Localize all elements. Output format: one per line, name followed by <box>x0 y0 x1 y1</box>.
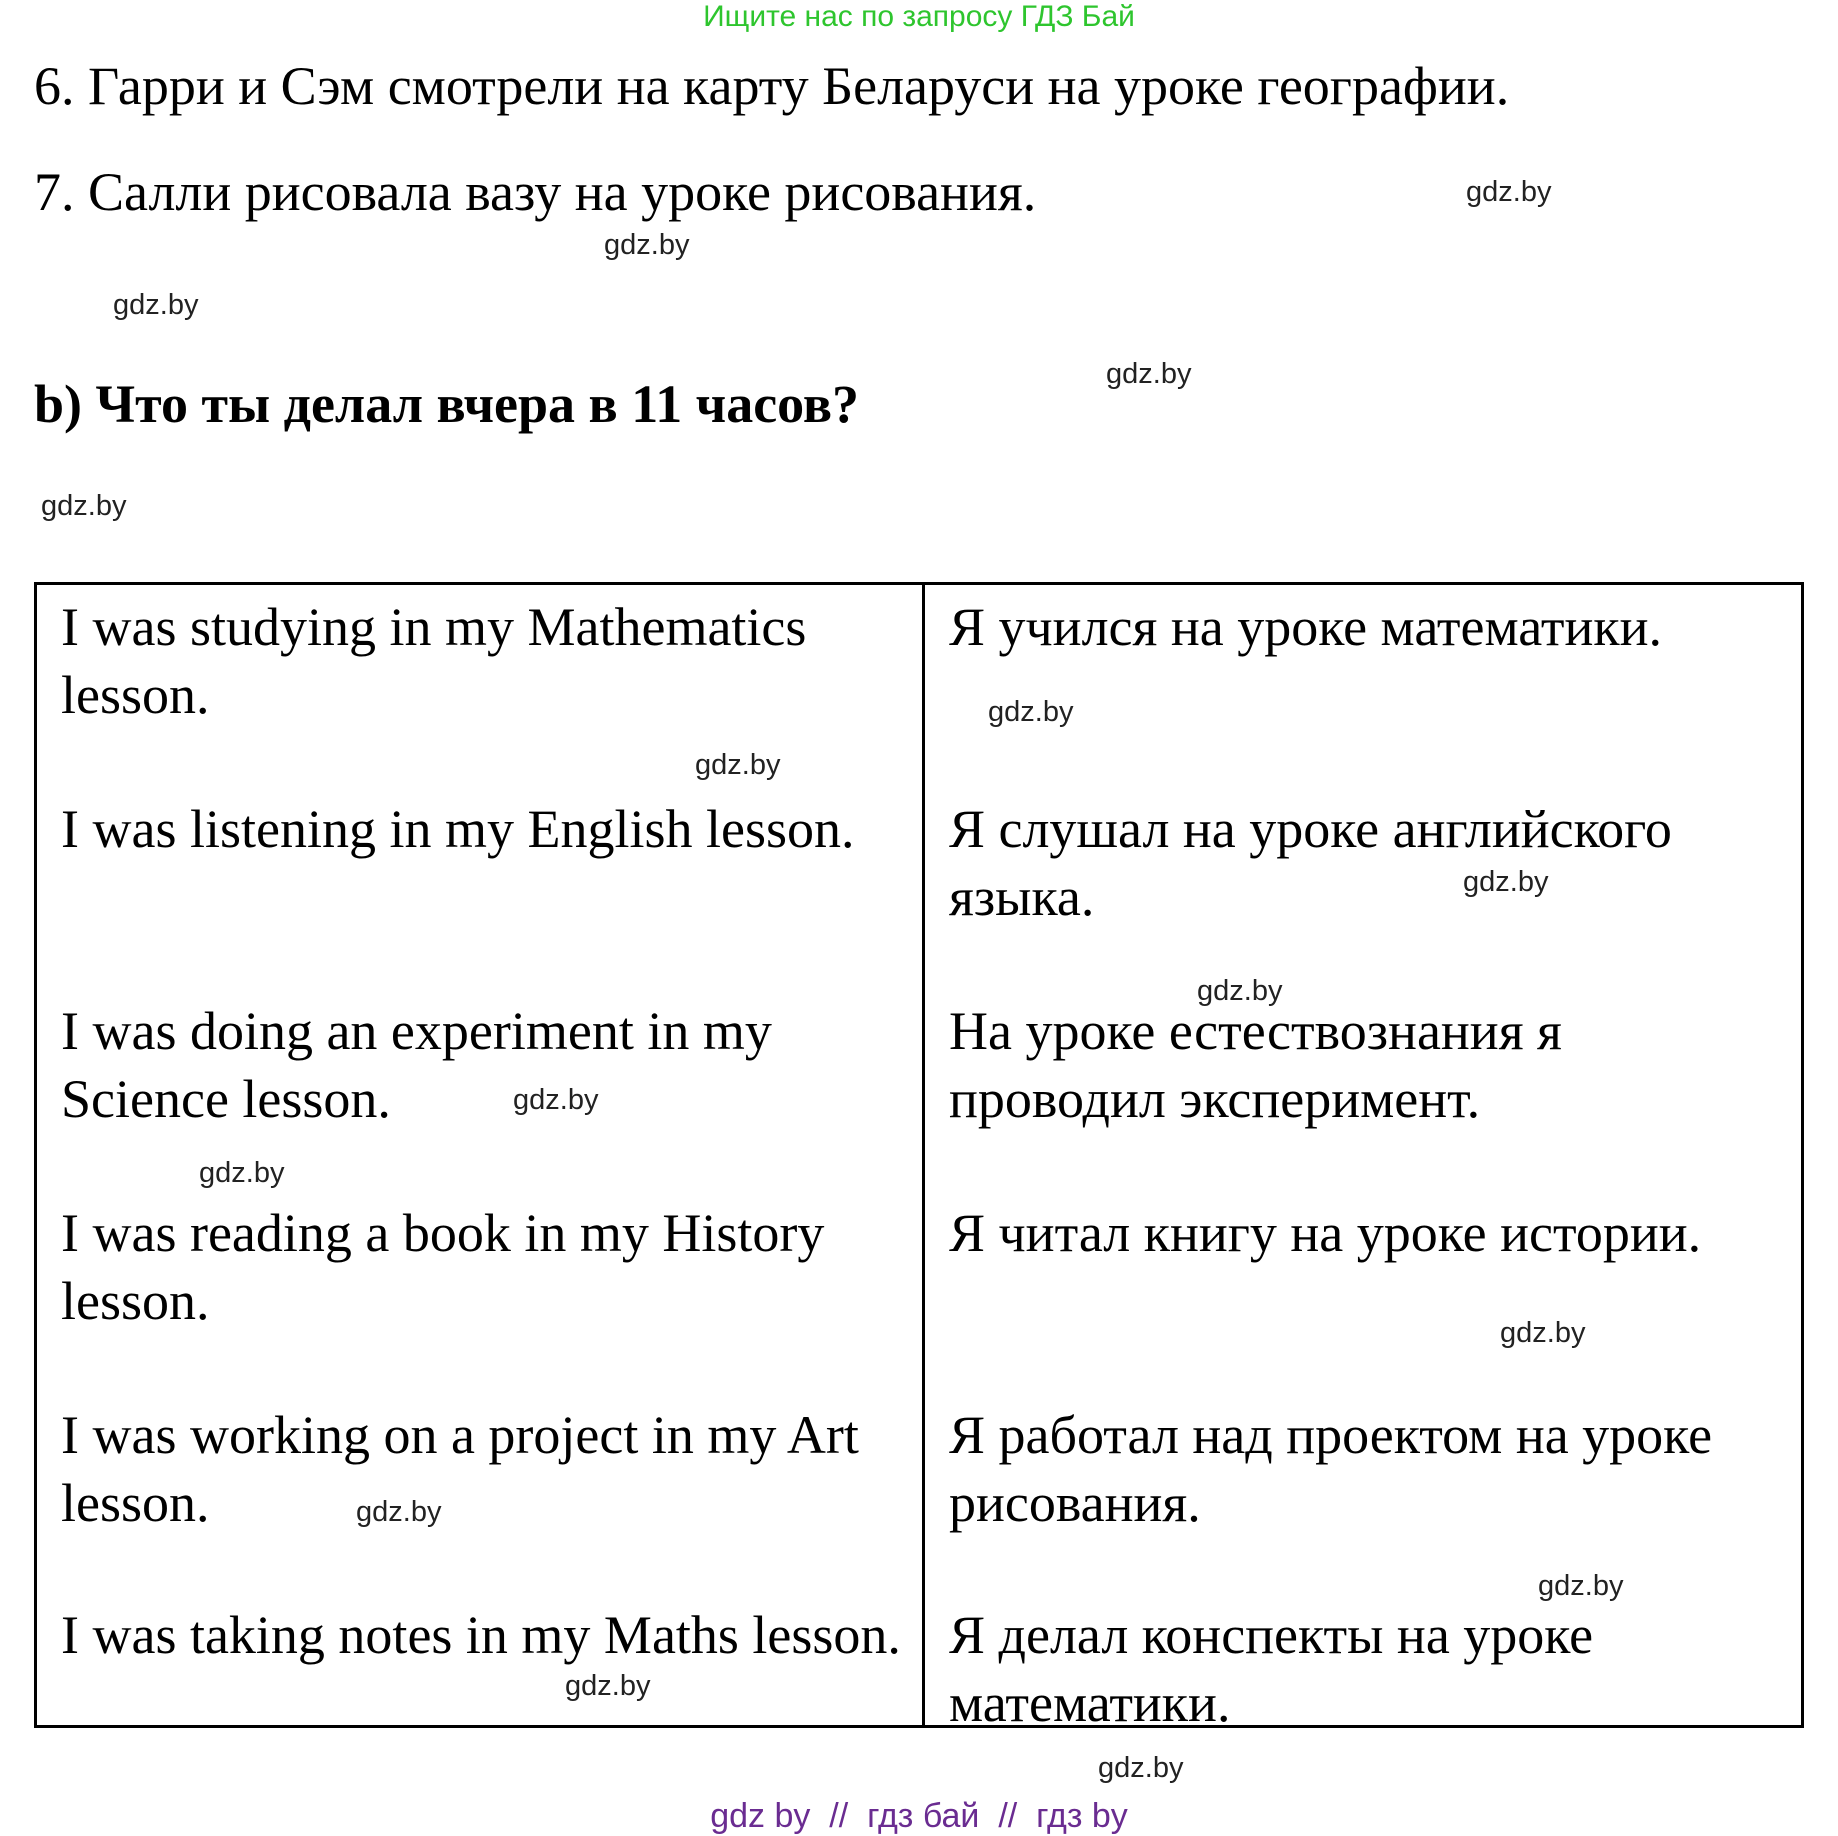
sentence-6: 6. Гарри и Сэм смотрели на карту Беларуси на уроке географии. <box>34 56 1510 116</box>
footer-links[interactable]: gdz by // гдз бай // гдз by <box>710 1797 1128 1835</box>
table-cell-en: I was listening in my English lesson. <box>61 799 855 859</box>
table-cell-ru: Я читал книгу на уроке истории. <box>949 1203 1702 1263</box>
watermark: gdz.by <box>356 1496 442 1528</box>
table-cell-en: I was studying in my Mathematics lesson. <box>61 597 807 725</box>
watermark: gdz.by <box>1538 1570 1624 1602</box>
column-divider <box>922 585 925 1725</box>
watermark: gdz.by <box>41 490 127 522</box>
table-cell-ru: Я учился на уроке математики. <box>949 597 1662 657</box>
watermark: gdz.by <box>1500 1317 1586 1349</box>
watermark: gdz.by <box>604 229 690 261</box>
watermark: gdz.by <box>1106 358 1192 390</box>
watermark: gdz.by <box>988 696 1074 728</box>
table-cell-ru: На уроке естествознания я проводил эксперимент. <box>949 1001 1562 1129</box>
watermark: gdz.by <box>513 1084 599 1116</box>
watermark: gdz.by <box>565 1670 651 1702</box>
watermark: gdz.by <box>1197 975 1283 1007</box>
section-b-heading: b) Что ты делал вчера в 11 часов? <box>34 374 859 434</box>
watermark: gdz.by <box>1466 176 1552 208</box>
watermark: gdz.by <box>199 1157 285 1189</box>
table-cell-ru: Я делал конспекты на уроке математики. <box>949 1605 1594 1733</box>
search-hint-link[interactable]: Ищите нас по запросу ГДЗ Бай <box>703 0 1135 33</box>
table-cell-en: I was taking notes in my Maths lesson. <box>61 1605 901 1665</box>
answer-table <box>34 582 1804 1733</box>
watermark: gdz.by <box>113 289 199 321</box>
table-cell-ru: Я работал над проектом на уроке рисования. <box>949 1405 1713 1533</box>
table-cell-en: I was reading a book in my History lesson. <box>61 1203 825 1331</box>
table-cell-ru: Я слушал на уроке английского языка. <box>949 799 1672 927</box>
table-cell-en: I was doing an experiment in my Science lesson. <box>61 1001 772 1129</box>
sentence-7: 7. Салли рисовала вазу на уроке рисования. <box>34 162 1037 222</box>
table-cell-en: I was working on a project in my Art lesson. <box>61 1405 859 1533</box>
watermark: gdz.by <box>1098 1752 1184 1784</box>
watermark: gdz.by <box>695 749 781 781</box>
watermark: gdz.by <box>1463 866 1549 898</box>
